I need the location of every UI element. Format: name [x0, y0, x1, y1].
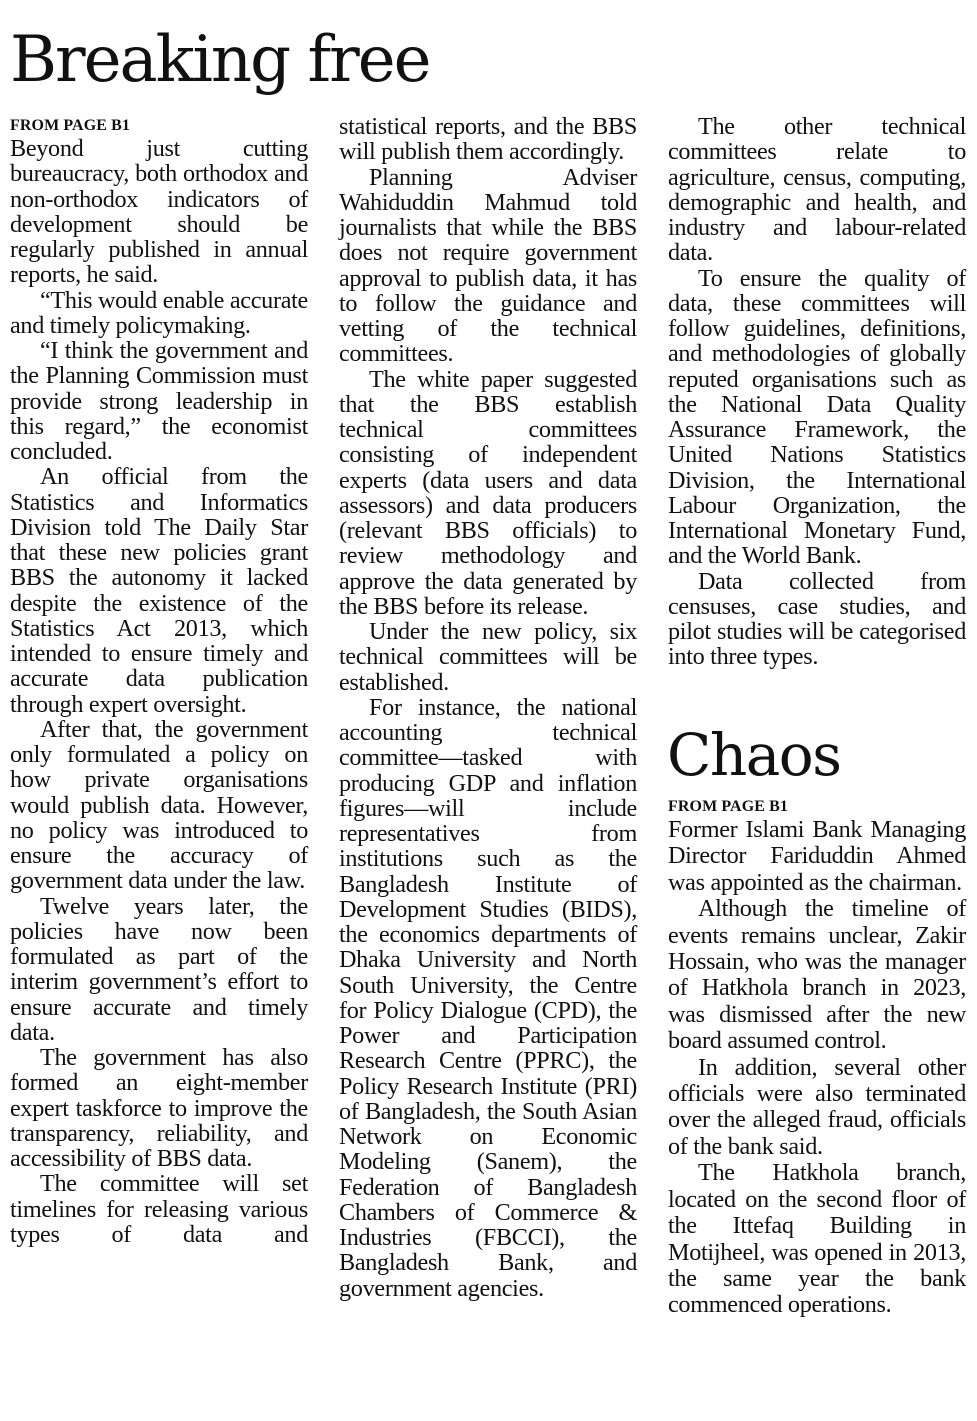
paragraph: Planning Adviser Wahiduddin Mahmud told journalists that while the BBS does not require government approval to publish data, it has to follow the guidance and vetting of the technical committees. — [339, 163, 637, 368]
paragraph: In addition, several other officials were also terminated over the alleged fraud, officials of the bank said. — [668, 1053, 966, 1160]
paragraph: “I think the government and the Planning Commission must provide strong leadership in this regard,” the economist concluded. — [10, 337, 308, 465]
article-column-3 — [668, 114, 966, 670]
paragraph: To ensure the quality of data, these committees will follow guidelines, definitions, and methodologies of globally reputed organisations such as the National Data Quality Assurance Framework, the United Nations Statistics Division, the International Labour Organization, the International Monetary Fund, and the World Bank. — [668, 264, 966, 570]
paragraph: The other technical committees relate to agriculture, census, computing, demographic and health, and industry and labour-related data. — [668, 113, 966, 267]
kicker-from-page: FROM PAGE B1 — [10, 117, 131, 134]
headline-chaos: Chaos — [667, 721, 841, 789]
headline-breaking-free: Breaking free — [10, 23, 430, 97]
paragraph: The government has also formed an eight-member expert taskforce to improve the transparency, reliability, and accessibility of BBS data. — [10, 1044, 308, 1172]
article-column-2 — [339, 114, 637, 1301]
paragraph: statistical reports, and the BBS will publish them accordingly. — [339, 113, 637, 166]
paragraph: The white paper suggested that the BBS establish technical committees consisting of independent experts (data users and data assessors) and data producers (relevant BBS officials) to review methodology and approve the data generated by the BBS before its release. — [339, 365, 637, 620]
paragraph: Former Islami Bank Managing Director Fariduddin Ahmed was appointed as the chairman. — [668, 816, 966, 896]
paragraph: Although the timeline of events remains unclear, Zakir Hossain, who was the manager of Hatkhola branch in 2023, was dismissed after the new board assumed control. — [668, 895, 966, 1055]
article-column-1 — [10, 116, 308, 1247]
kicker-from-page: FROM PAGE B1 — [668, 798, 789, 815]
paragraph: After that, the government only formulated a policy on how private organisations would publish data. However, no policy was introduced to ensure the accuracy of government data under the law. — [10, 715, 308, 895]
paragraph: Beyond just cutting bureaucracy, both orthodox and non-orthodox indicators of development should be regularly published in annual reports, he said. — [10, 135, 308, 289]
paragraph: Under the new policy, six technical committees will be established. — [339, 618, 637, 696]
paragraph: Data collected from censuses, case studies, and pilot studies will be categorised into three types. — [668, 567, 966, 671]
paragraph: Twelve years later, the policies have now been formulated as part of the interim government’s effort to ensure accurate and timely data. — [10, 892, 308, 1046]
paragraph: An official from the Statistics and Informatics Division told The Daily Star that these new policies grant BBS the autonomy it lacked despite the existence of the Statistics Act 2013, which intended to ensure timely and accurate data publication through expert oversight. — [10, 463, 308, 718]
paragraph: The committee will set timelines for releasing various types of data and — [10, 1170, 308, 1248]
paragraph: “This would enable accurate and timely policymaking. — [10, 286, 308, 339]
paragraph: The Hatkhola branch, located on the second floor of the Ittefaq Building in Motijheel, was opened in 2013, the same year the bank commenced operations. — [668, 1159, 966, 1319]
article-chaos-column — [668, 797, 966, 1319]
paragraph: For instance, the national accounting technical committee—tasked with producing GDP and inflation figures—will include representatives from institutions such as the Bangladesh Institute of Development Studies (BIDS), the economics departments of Dhaka University and North South University, the Centre for Policy Dialogue (CPD), the Power and Participation Research Centre (PPRC), the Policy Research Institute (PRI) of Bangladesh, the South Asian Network on Economic Modeling (Sanem), the Federation of Bangladesh Chambers of Commerce & Industries (FBCCI), the Bangladesh Bank, and government agencies. — [339, 693, 637, 1302]
